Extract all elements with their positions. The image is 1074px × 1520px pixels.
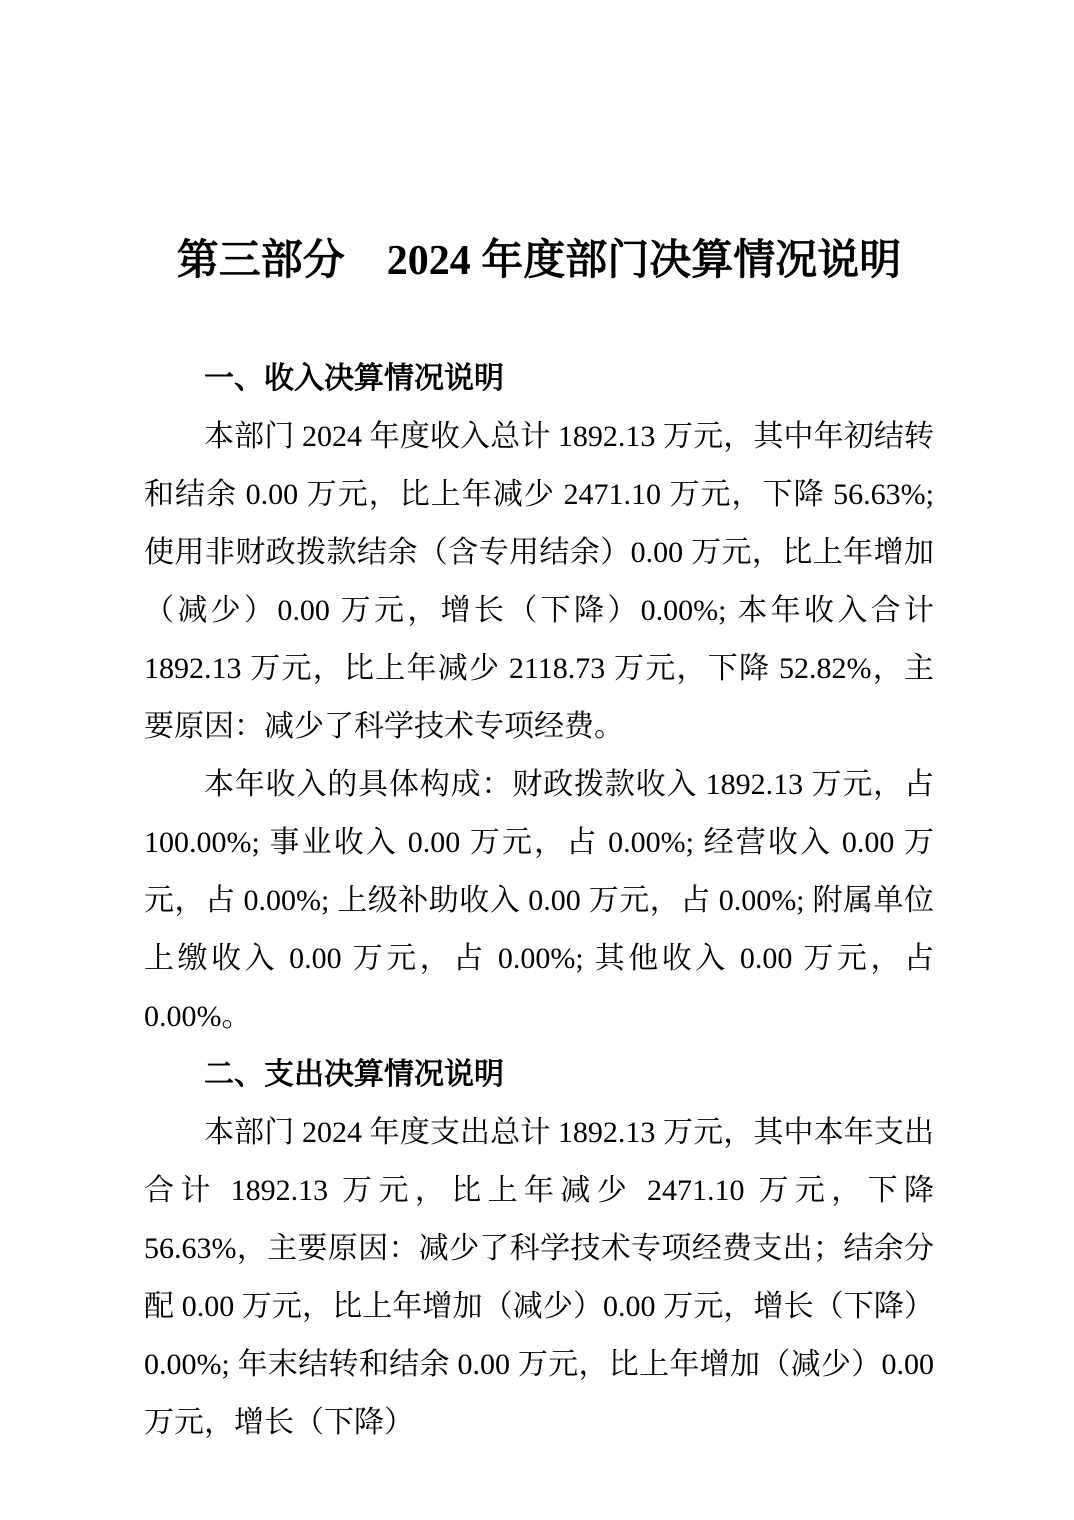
income-summary-paragraph: 本部门 2024 年度收入总计 1892.13 万元，其中年初结转和结余 0.00 万元，比上年减少 2471.10 万元，下降 56.63%; 使用非财政拨款结余（含专用结余）0.00 万元，比上年增加（减少）0.00 万元，增长（下降）0.00%; 本年收入合计 1892.13 万元，比上年减少 2118.73 万元，下降 52.82%，主要原因：减少了科学技术专项经费。: [144, 419, 934, 743]
section-expenditure-heading: 二、支出决算情况说明: [204, 1057, 504, 1091]
section-income: [144, 350, 934, 1046]
section-income-heading: 一、收入决算情况说明: [204, 361, 504, 395]
income-composition-paragraph: 本年收入的具体构成：财政拨款收入 1892.13 万元，占 100.00%; 事业收入 0.00 万元，占 0.00%; 经营收入 0.00 万元，占 0.00%; 上级补助收入 0.00 万元，占 0.00%; 附属单位上缴收入 0.00 万元，占 0.00%; 其他收入 0.00 万元，占 0.00%。: [144, 767, 934, 1033]
expenditure-summary-paragraph: 本部门 2024 年度支出总计 1892.13 万元，其中本年支出合计 1892.13 万元，比上年减少 2471.10 万元，下降 56.63%，主要原因：减少了科学技术专项经费支出；结余分配 0.00 万元，比上年增加（减少）0.00 万元，增长（下降）0.00%; 年末结转和结余 0.00 万元，比上年增加（减少）0.00 万元，增长（下降）: [144, 1115, 934, 1439]
section-expenditure: [144, 1046, 934, 1452]
document-title: 第三部分 2024 年度部门决算情况说明: [176, 238, 902, 284]
